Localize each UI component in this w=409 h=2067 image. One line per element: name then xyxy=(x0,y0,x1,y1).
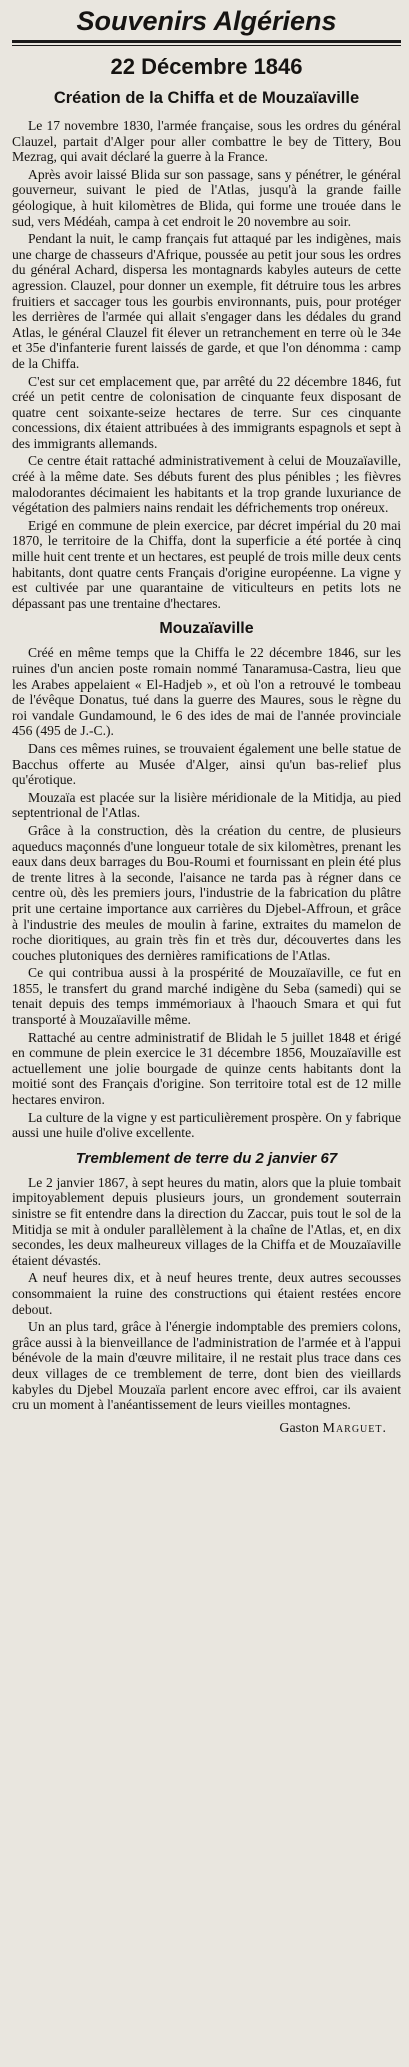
paragraph: Mouzaïa est placée sur la lisière méridionale de la Mitidja, au pied septentrional de l'Atlas. xyxy=(12,789,401,821)
paragraph: Rattaché au centre administratif de Blidah le 5 juillet 1848 et érigé en commune de plein exercice le 31 décembre 1856, Mouzaïaville est actuellement une jolie bourgade de quinze cents habitants dont la moitié sont des Français d'origine. Son territoire total est de 12 mille hectares environ. xyxy=(12,1029,401,1108)
paragraph: Le 2 janvier 1867, à sept heures du matin, alors que la pluie tombait impitoyablement depuis plusieurs jours, un grondement souterrain sinistre se fit entendre dans la direction du Zaccar, puis tout le sol de la Mitidja se mit à onduler parallèlement à la chaîne de l'Atlas, et, en dix secondes, les deux malheureux villages de la Chiffa et de Mouzaïaville étaient dévastés. xyxy=(12,1174,401,1268)
article-subtitle: Création de la Chiffa et de Mouzaïaville xyxy=(53,89,360,107)
article-date: 22 Décembre 1846 xyxy=(110,54,303,79)
paragraph: Grâce à la construction, dès la création du centre, de plusieurs aqueducs maçonnés d'une longueur totale de six kilomètres, prenant les eaux dans deux barrages du Bou-Roumi et fournissant en plein été plus de trente litres à la seconde, l'aisance ne tarda pas à régner dans ce centre où, dès les premiers jours, l'industrie de la fabrication du plâtre prit une certaine importance aux carrières du Djebel-Affroun, et grâce à l'industrie des meules de moulin à farine, extraites du mamelon de roche dioritiques, au grain très fin et très dur, découvertes dans les couches plutoniques des dernières ramifications de l'Atlas. xyxy=(12,822,401,963)
author-first-name: Gaston xyxy=(279,1420,319,1436)
paragraph: La culture de la vigne y est particulièrement prospère. On y fabrique aussi une huile d'olive excellente. xyxy=(12,1109,401,1141)
paragraph: Créé en même temps que la Chiffa le 22 décembre 1846, sur les ruines d'un ancien poste romain nommé Tanaramusa-Castra, lieu que les Arabes appelaient « El-Hadjeb », et où l'on a retrouvé le tombeau de l'évêque Donatus, tué dans la guerre des Maures, sous le règne du roi vandale Gundamound, le 6 des ides de mai de l'année provinciale 456 (495 de J.-C.). xyxy=(12,645,401,739)
section-chiffa xyxy=(12,118,401,611)
title-rule-thick xyxy=(12,40,401,43)
paragraph: Le 17 novembre 1830, l'armée française, sous les ordres du général Clauzel, partait d'Alger pour aller combattre le bey de Tittery, Bou Mezrag, qui avait déclaré la guerre à la France. xyxy=(12,118,401,165)
author-signature xyxy=(12,1421,387,1437)
paragraph: Ce centre était rattaché administrativement à celui de Mouzaïaville, créé à la même date. Ses débuts furent des plus pénibles ; les fièvres malodorantes décimaient les habitants et la trop grande luxuriance de végétation des palmiers nains rendait les défrichements trop onéreux. xyxy=(12,453,401,516)
author-last-name: Marguet. xyxy=(322,1420,387,1436)
paragraph: C'est sur cet emplacement que, par arrêté du 22 décembre 1846, fut créé un petit centre de colonisation de cinquante feux disposant de quatre cent soixante-seize hectares de terre. Sur ces cinquante concessions, dix étaient attribuées à des immigrants espagnols et sept à des immigrants allemands. xyxy=(12,373,401,451)
paragraph: Ce qui contribua aussi à la prospérité de Mouzaïaville, ce fut en 1855, le transfert du grand marché indigène du Seba (samedi) qui se tenait depuis des temps immémoriaux à l'haouch Smara et qui fut transporté à Mouzaïaville même. xyxy=(12,965,401,1028)
paragraph: Un an plus tard, grâce à l'énergie indomptable des premiers colons, grâce aussi à la bienveillance de l'administration de l'armée et à l'appui bénévole de la main d'œuvre militaire, il ne restait plus trace dans ces deux villages de ce tremblement de terre, dont bien des vieillards kabyles du Djebel Mouzaïa parlent encore avec effroi, car ils avaient cru un moment à l'anéantissement de leurs vieilles montagnes. xyxy=(12,1319,401,1413)
paragraph: Après avoir laissé Blida sur son passage, sans y pénétrer, le général gouverneur, suivant le pied de l'Atlas, jusqu'à la grande faille géologique, à huit kilomètres de Blida, qui forme une trouée dans le sud, vers Médéah, campa à cet endroit le 20 novembre au soir. xyxy=(12,166,401,229)
section-heading-earthquake: Tremblement de terre du 2 janvier 67 xyxy=(75,1149,338,1167)
paragraph: Erigé en commune de plein exercice, par décret impérial du 20 mai 1870, le territoire de la Chiffa, dont la superficie a été portée à cinq mille huit cent trente et un hectares, est peuplé de trois mille deux cents habitants, dont quatre cents Français d'origine européenne. La vigne y est cultivée par une quarantaine de viticulteurs en petits lots ne dépassant pas une trentaine d'hectares. xyxy=(12,517,401,611)
article-series-title: Souvenirs Algériens xyxy=(76,6,337,36)
section-earthquake xyxy=(12,1175,401,1413)
section-mouzaiaville xyxy=(12,645,401,1140)
paragraph: Pendant la nuit, le camp français fut attaqué par les indigènes, mais une charge de chasseurs d'Afrique, poussée au petit jour sous les ordres du général Achard, dispersa les montagnards kabyles auteurs de cette agression. Clauzel, pour donner un exemple, fit détruire tous les arbres fruitiers et saccager tous les gourbis environnants, puis, pour protéger les derrières de l'armée qui allait s'engager dans les dédales du grand Atlas, le général Clauzel fit élever un retranchement en terre où le 34e et 35e d'infanterie furent laissés de garde, et que l'on dénomma : camp de la Chiffa. xyxy=(12,231,401,371)
paragraph: Dans ces mêmes ruines, se trouvaient également une belle statue de Bacchus offerte au Musée d'Alger, ainsi qu'un bas-relief plus qu'érotique. xyxy=(12,740,401,788)
title-rule-thin xyxy=(12,45,401,46)
article-body xyxy=(12,118,401,1413)
paragraph: A neuf heures dix, et à neuf heures trente, deux autres secousses consommaient la ruine des constructions qui étaient restées encore debout. xyxy=(12,1270,401,1317)
section-heading-mouzaiaville: Mouzaïaville xyxy=(159,620,254,638)
